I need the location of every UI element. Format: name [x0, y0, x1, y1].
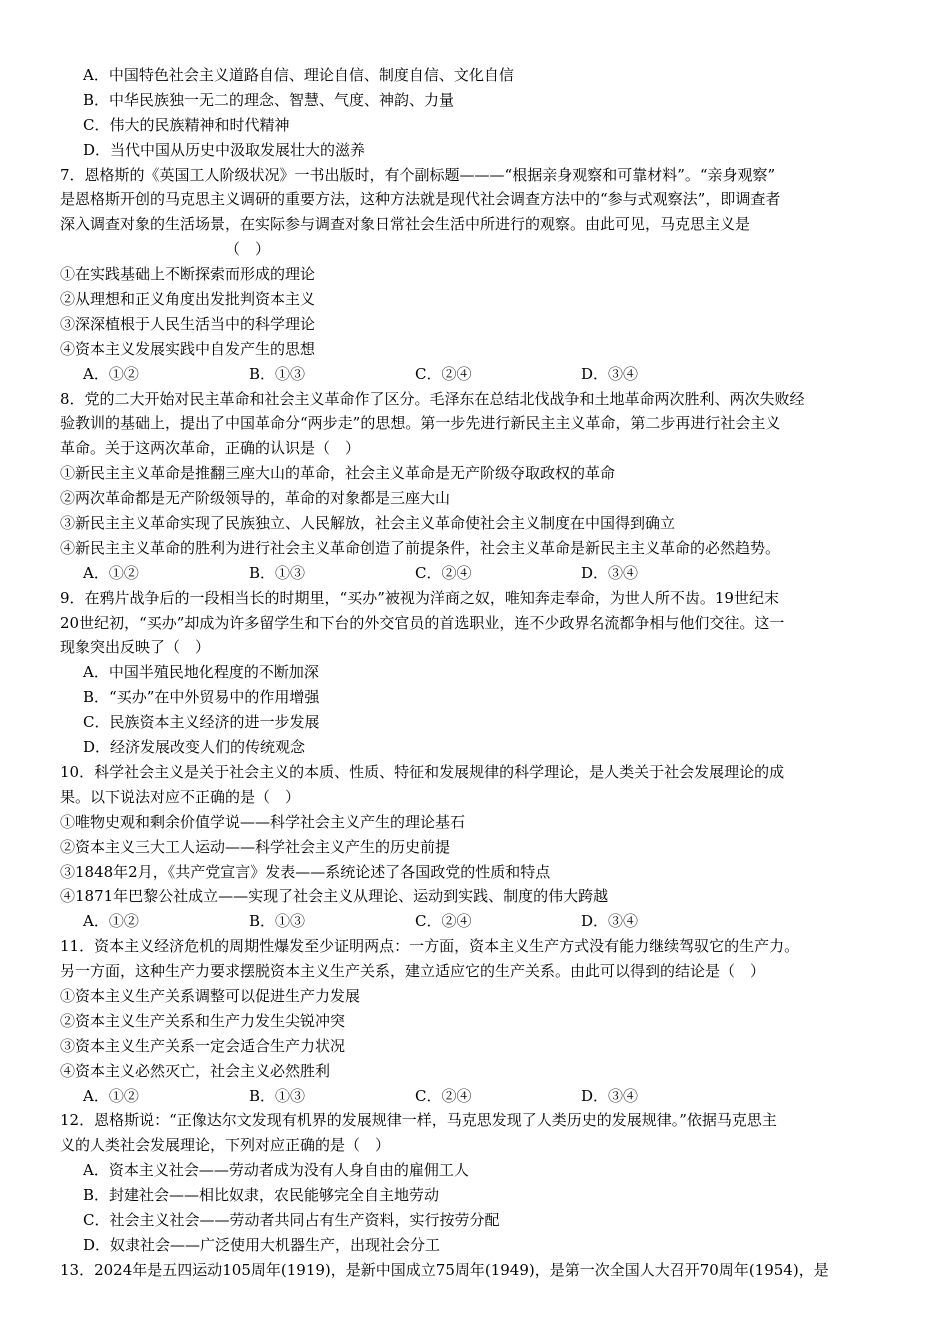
statement-item: ④资本主义发展实践中自发产生的思想	[60, 339, 316, 358]
choice-row	[60, 909, 890, 934]
question-11	[60, 934, 890, 1108]
question-stem-line: 革命。关于这两次革命，正确的认识是（ ）	[60, 439, 361, 458]
option-b: B．中华民族独一无二的理念、智慧、气度、神韵、力量	[83, 90, 455, 109]
question-stem-line: 现象突出反映了（ ）	[60, 638, 211, 657]
choice-d: D．③④	[581, 563, 639, 582]
statement-item: ④新民主主义革命的胜利为进行社会主义革命创造了前提条件，社会主义革命是新民主主义革命的必然趋势。	[60, 538, 781, 557]
question-stem-line: 果。以下说法对应不正确的是（ ）	[60, 787, 301, 806]
choice-a: A．①②	[83, 364, 139, 383]
question-stem-line: 深入调查对象的生活场景，在实际参与调查对象日常社会生活中所进行的观察。由此可见，马克思主义是	[60, 215, 751, 234]
statement-item: ③新民主主义革命实现了民族独立、人民解放，社会主义革命使社会主义制度在中国得到确立	[60, 514, 676, 533]
choice-d: D．③④	[581, 1086, 639, 1105]
question-stem-line: 验教训的基础上，提出了中国革命分“两步走”的思想。第一步先进行新民主主义革命，第二步再进行社会主义	[60, 414, 781, 433]
option-d: D．奴隶社会——广泛使用大机器生产，出现社会分工	[83, 1235, 441, 1254]
statement-item: ③资本主义生产关系一定会适合生产力状况	[60, 1036, 346, 1055]
option-b: B．封建社会——相比奴隶，农民能够完全自主地劳动	[83, 1186, 440, 1205]
statement-item: ④1871年巴黎公社成立——实现了社会主义从理论、运动到实践、制度的伟大跨越	[60, 887, 609, 906]
option-c: C．伟大的民族精神和时代精神	[83, 115, 290, 134]
choice-a: A．①②	[83, 563, 139, 582]
question-13	[60, 1258, 890, 1283]
option-d: D．经济发展改变人们的传统观念	[83, 738, 306, 757]
question-stem-line: 11．资本主义经济危机的周期性爆发至少证明两点：一方面，资本主义生产方式没有能力继续驾驭它的生产力。	[60, 937, 800, 956]
choice-b: B．①③	[249, 563, 306, 582]
question-6	[60, 63, 890, 163]
option-a: A．中国半殖民地化程度的不断加深	[83, 663, 319, 682]
choice-b: B．①③	[249, 364, 306, 383]
choice-d: D．③④	[581, 364, 639, 383]
question-stem-line: 义的人类社会发展理论，下列对应正确的是（ ）	[60, 1136, 391, 1155]
option-a: A．中国特色社会主义道路自信、理论自信、制度自信、文化自信	[83, 66, 514, 84]
choice-row	[60, 362, 890, 387]
statement-item: ③深深植根于人民生活当中的科学理论	[60, 314, 316, 333]
question-stem-line: 另一方面，这种生产力要求摆脱资本主义生产关系，建立适应它的生产关系。由此可以得到的结论是（ ）	[60, 962, 766, 981]
statement-item: ④资本主义必然灭亡，社会主义必然胜利	[60, 1061, 331, 1080]
choice-row	[60, 561, 890, 586]
statement-item: ②从理想和正义角度出发批判资本主义	[60, 290, 316, 309]
statement-item: ②两次革命都是无产阶级领导的，革命的对象都是三座大山	[60, 489, 451, 508]
choice-c: C．②④	[415, 563, 472, 582]
statement-item: ②资本主义生产关系和生产力发生尖锐冲突	[60, 1011, 346, 1030]
question-stem-line: 12．恩格斯说：“正像达尔文发现有机界的发展规律一样，马克思发现了人类历史的发展规律。”依据马克思主	[60, 1111, 777, 1130]
question-10	[60, 760, 890, 934]
question-stem-line: 20世纪初，“买办”却成为许多留学生和下台的外交官员的首选职业，连不少政界名流都争相与他们交往。这一	[60, 613, 785, 632]
choice-d: D．③④	[581, 912, 639, 931]
option-b: B．“买办”在中外贸易中的作用增强	[83, 688, 320, 707]
statement-item: ③1848年2月，《共产党宣言》发表——系统论述了各国政党的性质和特点	[60, 862, 551, 881]
statement-item: ②资本主义三大工人运动——科学社会主义产生的历史前提	[60, 837, 451, 856]
question-9	[60, 586, 890, 760]
question-stem-line: 8．党的二大开始对民主革命和社会主义革命作了区分。毛泽东在总结北伐战争和土地革命两次胜利、两次失败经	[60, 389, 805, 408]
question-12	[60, 1108, 890, 1257]
choice-row	[60, 1084, 890, 1109]
option-c: C．民族资本主义经济的进一步发展	[83, 713, 320, 732]
question-stem-line: 9．在鸦片战争后的一段相当长的时期里，“买办”被视为洋商之奴，唯知奔走奉命，为世人所不齿。19世纪末	[60, 588, 779, 607]
question-stem-line: 是恩格斯开创的马克思主义调研的重要方法，这种方法就是现代社会调查方法中的“参与式观察法”，即调查者	[60, 190, 781, 209]
statement-item: ①唯物史观和剩余价值学说——科学社会主义产生的理论基石	[60, 812, 466, 831]
question-stem-line: 7．恩格斯的《英国工人阶级状况》一书出版时，有个副标题———“根据亲身观察和可靠材料”。“亲身观察”	[60, 165, 776, 184]
choice-a: A．①②	[83, 1086, 139, 1105]
choice-b: B．①③	[249, 1086, 306, 1105]
question-7	[60, 163, 890, 387]
choice-b: B．①③	[249, 912, 306, 931]
question-8	[60, 387, 890, 586]
answer-blank: （ ）	[225, 240, 271, 259]
statement-item: ①在实践基础上不断探索而形成的理论	[60, 265, 316, 284]
choice-c: C．②④	[415, 912, 472, 931]
choice-a: A．①②	[83, 912, 139, 931]
option-c: C．社会主义社会——劳动者共同占有生产资料，实行按劳分配	[83, 1210, 500, 1229]
option-d: D．当代中国从历史中汲取发展壮大的滋养	[83, 140, 366, 159]
option-a: A．资本主义社会——劳动者成为没有人身自由的雇佣工人	[83, 1161, 469, 1180]
statement-item: ①新民主主义革命是推翻三座大山的革命，社会主义革命是无产阶级夺取政权的革命	[60, 464, 616, 483]
question-stem-line: 10．科学社会主义是关于社会主义的本质、性质、特征和发展规律的科学理论，是人类关于社会发展理论的成	[60, 762, 785, 781]
choice-c: C．②④	[415, 364, 472, 383]
choice-c: C．②④	[415, 1086, 472, 1105]
question-stem-line: 13．2024年是五四运动105周年(1919)，是新中国成立75周年(1949)，是第一次全国人大召开70周年(1954)，是	[60, 1260, 829, 1279]
statement-item: ①资本主义生产关系调整可以促进生产力发展	[60, 986, 361, 1005]
